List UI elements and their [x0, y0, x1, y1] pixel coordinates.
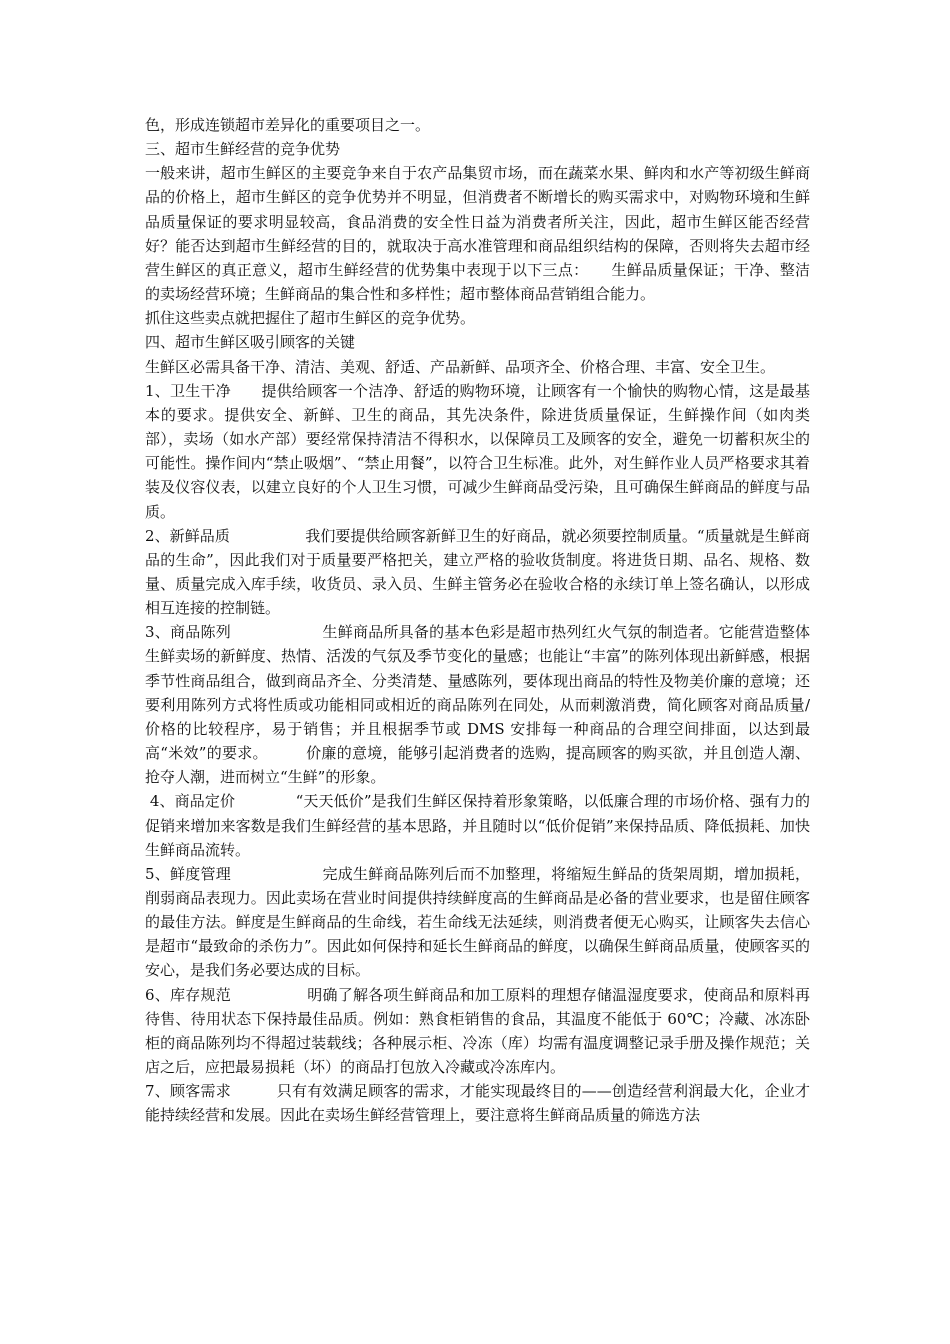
list-item-text: 明确了解各项生鲜商品和加工原料的理想存储温湿度要求，使商品和原料再待售、待用状态下保持最佳品质。例如：熟食柜销售的食品，其温度不能低于 60℃；冷藏、冰冻卧柜的商品陈列均不得超过装载线；各种展示柜、冷冻（库）均需有温度调整记录手册及操作规范；关店之后，应把最易损耗（坏）的商品打包放入冷藏或冷冻库内。 [145, 985, 810, 1077]
paragraph-competition: 一般来讲，超市生鲜区的主要竞争来自于农产品集贸市场，而在蔬菜水果、鲜肉和水产等初级生鲜商品的价格上，超市生鲜区的竞争优势并不明显，但消费者不断增长的购买需求中，对购物环境和生鲜品质量保证的要求明显较高，食品消费的安全性日益为消费者所关注，因此，超市生鲜区能否经营好？能否达到超市生鲜经营的目的，就取决于高水准管理和商品组织结构的保障，否则将失去超市经营生鲜区的真正意义，超市生鲜经营的优势集中表现于以下三点： 生鲜品质量保证；干净、整洁的卖场经营环境；生鲜商品的集合性和多样性；超市整体商品营销组合能力。 [145, 164, 810, 304]
list-item-fresh-quality [145, 524, 810, 621]
list-item-label: 7、顾客需求 [145, 1082, 277, 1101]
paragraph-selling-points: 抓住这些卖点就把握住了超市生鲜区的竞争优势。 [145, 309, 476, 328]
list-item-text: 提供给顾客一个洁净、舒适的购物环境，让顾客有一个愉快的购物心情，这是最基本的要求。提供安全、新鲜、卫生的商品，其先决条件，除进货质量保证，生鲜操作间（如肉类部），卖场（如水产部）要经常保持清洁不得积水，以保障员工及顾客的安全，避免一切蓄积灰尘的可能性。操作间内“禁止吸烟”、“禁止用餐”，以符合卫生标准。此外，对生鲜作业人员严格要求其着装及仪容仪表，以建立良好的个人卫生习惯，可减少生鲜商品受污染，且可确保生鲜商品的鲜度与品质。 [145, 381, 810, 521]
list-item-text: 生鲜商品所具备的基本色彩是超市热列红火气氛的制造者。它能营造整体生鲜卖场的新鲜度、热情、活泼的气氛及季节变化的量感；也能让“丰富”的陈列体现出新鲜感，根据季节性商品组合，做到商品齐全、分类清楚、量感陈列，要体现出商品的特性及物美价廉的意境；还要利用陈列方式将性质或功能相同或相近的商品陈列在同处，从而刺激消费，简化顾客对商品质量/价格的比较程序，易于销售；并且根据季节或 DMS 安排每一种商品的合理空间排面，以达到最高“米效”的要求。 价廉的意境，能够引起消费者的选购，提高顾客的购买欲，并且创造人潮、抢夺人潮，进而树立“生鲜”的形象。 [145, 623, 810, 787]
list-item-text: “天天低价”是我们生鲜区保持着形象策略，以低廉合理的市场价格、强有力的促销来增加来客数是我们生鲜经营的基本思路，并且随时以“低价促销”来保持品质、降低损耗、加快生鲜商品流转。 [145, 792, 811, 859]
list-item-label: 6、库存规范 [145, 985, 308, 1004]
document-body [145, 113, 810, 1128]
list-item-pricing [145, 789, 810, 861]
list-item-display [145, 620, 810, 789]
paragraph-continuation: 色，形成连锁超市差异化的重要项目之一。 [145, 116, 431, 134]
paragraph-requirements: 生鲜区必需具备干净、清洁、美观、舒适、产品新鲜、品项齐全、价格合理、丰富、安全卫生。 [145, 357, 776, 376]
list-item-text: 完成生鲜商品陈列后而不加整理，将缩短生鲜品的货架周期，增加损耗，削弱商品表现力。因此卖场在营业时间提供持续鲜度高的生鲜商品是必备的营业要求，也是留住顾客的最佳方法。鲜度是生鲜商品的生命线，若生命线无法延续，则消费者便无心购买，让顾客失去信心是超市“最致命的杀伤力”。因此如何保持和延长生鲜商品的鲜度，以确保生鲜商品质量，使顾客买的安心，是我们务必要达成的目标。 [145, 864, 810, 980]
list-item-label: 5、鲜度管理 [145, 864, 323, 883]
list-item-inventory [145, 983, 810, 1080]
list-item-label: 1、卫生干净 [145, 381, 262, 400]
section-heading-attract-customers: 四、超市生鲜区吸引顾客的关键 [145, 333, 356, 352]
list-item-text: 只有有效满足顾客的需求，才能实现最终目的——创造经营利润最大化，企业才能持续经营和发展。因此在卖场生鲜经营管理上，要注意将生鲜商品质量的筛选方法 [145, 1082, 810, 1125]
list-item-label: 3、商品陈列 [145, 623, 323, 642]
list-item-hygiene [145, 379, 810, 524]
section-heading-competitive-advantage: 三、超市生鲜经营的竞争优势 [145, 140, 341, 159]
list-item-label: 4、商品定价 [145, 792, 296, 811]
list-item-text: 我们要提供给顾客新鲜卫生的好商品，就必须要控制质量。“质量就是生鲜商品的生命”，因此我们对于质量要严格把关，建立严格的验收货制度。将进货日期、品名、规格、数量、质量完成入库手续，收货员、录入员、生鲜主管务必在验收合格的永续订单上签名确认，以形成相互连接的控制链。 [145, 526, 810, 618]
list-item-freshness [145, 862, 810, 983]
list-item-customer-needs [145, 1079, 810, 1127]
list-item-label: 2、新鲜品质 [145, 526, 306, 545]
